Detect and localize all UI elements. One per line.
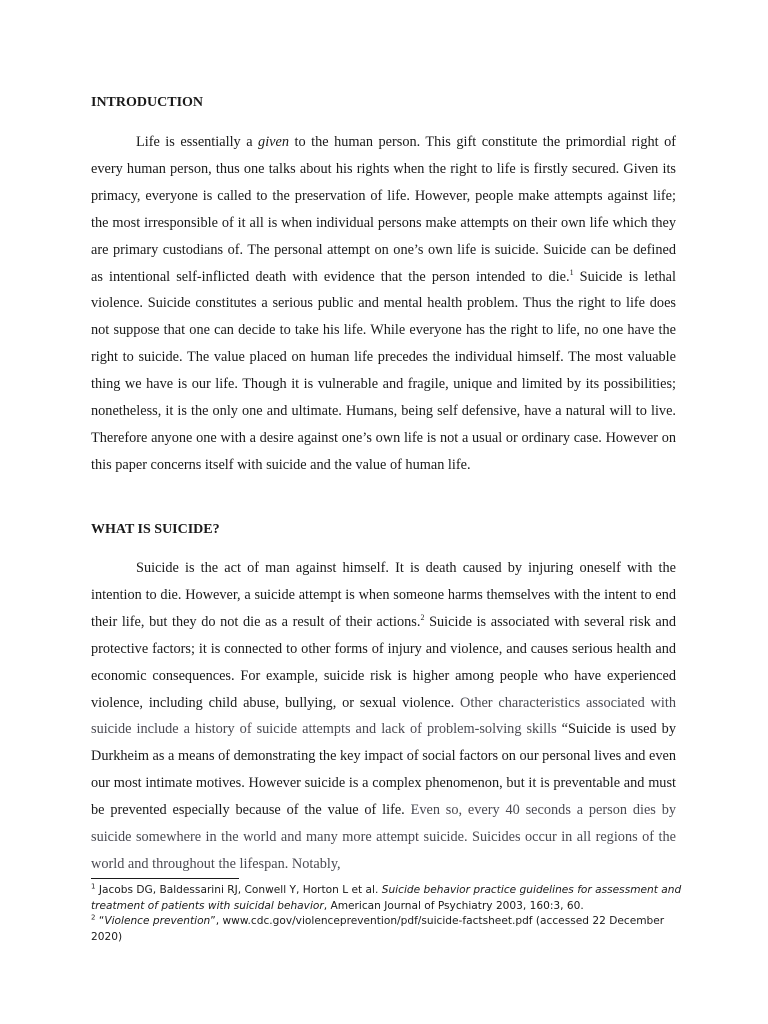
footnote-2 — [91, 914, 691, 945]
footnote-ref-2[interactable]: 2 — [420, 613, 425, 623]
paragraph-introduction — [91, 129, 676, 479]
footnote-2-source[interactable]: ”, www.cdc.gov/violenceprevention/pdf/suicide-factsheet.pdf (accessed 22 December 2020) — [91, 915, 665, 943]
heading-introduction: INTRODUCTION — [91, 95, 204, 110]
heading-what-is-suicide: WHAT IS SUICIDE? — [91, 522, 220, 537]
footnotes — [91, 883, 691, 945]
footnote-2-number: 2 — [91, 913, 96, 922]
suicide-text-3: “Suicide is used by Durkheim as a means of demonstrating the key impact of social factors on our personal lives and even our most intimate motives. However suicide is a complex phenomenon, but it is preventable and must be prevented especially because of the value of life. — [91, 721, 676, 819]
suicide-text-2: Suicide is associated with several risk and protective factors; it is connected to other forms of injury and violence, and causes serious health and economic consequences. For example, suicide risk is higher among people who have experienced violence, including child abuse, bullying, or sexual violence. — [91, 613, 676, 711]
footnote-1-number: 1 — [91, 882, 96, 891]
intro-emphasis-given: given — [258, 134, 290, 150]
footnote-1-source: , American Journal of Psychiatry 2003, 160:3, 60. — [323, 899, 584, 912]
footnote-ref-1[interactable]: 1 — [569, 267, 574, 277]
paragraph-what-is-suicide — [91, 555, 676, 878]
intro-text-3: Suicide is lethal violence. Suicide constitutes a serious public and mental health problem. Thus the right to life does not suppose that one can decide to take his life. While everyone has the right to life, no one have the right to suicide. The value placed on human life precedes the individual himself. The most valuable thing we have is our life. Though it is vulnerable and fragile, unique and limited by its possibilities; nonetheless, it is the only one and ultimate. Humans, being self defensive, have a natural will to live. Therefore anyone one with a desire against one’s own life is not a usual or ordinary case. However on this paper concerns itself with suicide and the value of human life. — [91, 268, 676, 473]
footnote-2-open-quote: “ — [95, 915, 105, 927]
footnote-2-title: Violence prevention — [104, 915, 211, 927]
suicide-muted-text-2: Even so, every 40 seconds a person dies by suicide somewhere in the world and many more attempt suicide. Suicides occur in all regions of the world and throughout the lifespan. Notably, — [91, 802, 676, 872]
footnote-separator — [91, 878, 239, 879]
suicide-muted-text-1: Other characteristics associated with suicide include a history of suicide attempts and lack of problem-solving skills — [91, 694, 676, 738]
intro-text-2: to the human person. This gift constitute the primordial right of every human person, thus one talks about his rights when the right to life is firstly secured. Given its primacy, everyone is called to the preservation of life. However, people make attempts against life; the most irresponsible of it all is when individual persons make attempts on their own life which they are primary custodians of. The personal attempt on one’s own life is suicide. Suicide can be defined as intentional self-inflicted death with evidence that the person intended to die. — [91, 134, 677, 285]
footnote-1-authors: Jacobs DG, Baldessarini RJ, Conwell Y, Horton L et al. — [95, 884, 382, 896]
footnote-1 — [91, 883, 691, 914]
suicide-text-1: Suicide is the act of man against himself. It is death caused by injuring oneself with the intention to die. However, a suicide attempt is when someone harms themselves with the intent to end their life, but they do not die as a result of their actions. — [91, 560, 676, 630]
footnote-1-title: Suicide behavior practice guidelines for assessment and treatment of patients with suicidal behavior — [91, 884, 682, 912]
intro-text-1: Life is essentially a — [136, 134, 259, 150]
